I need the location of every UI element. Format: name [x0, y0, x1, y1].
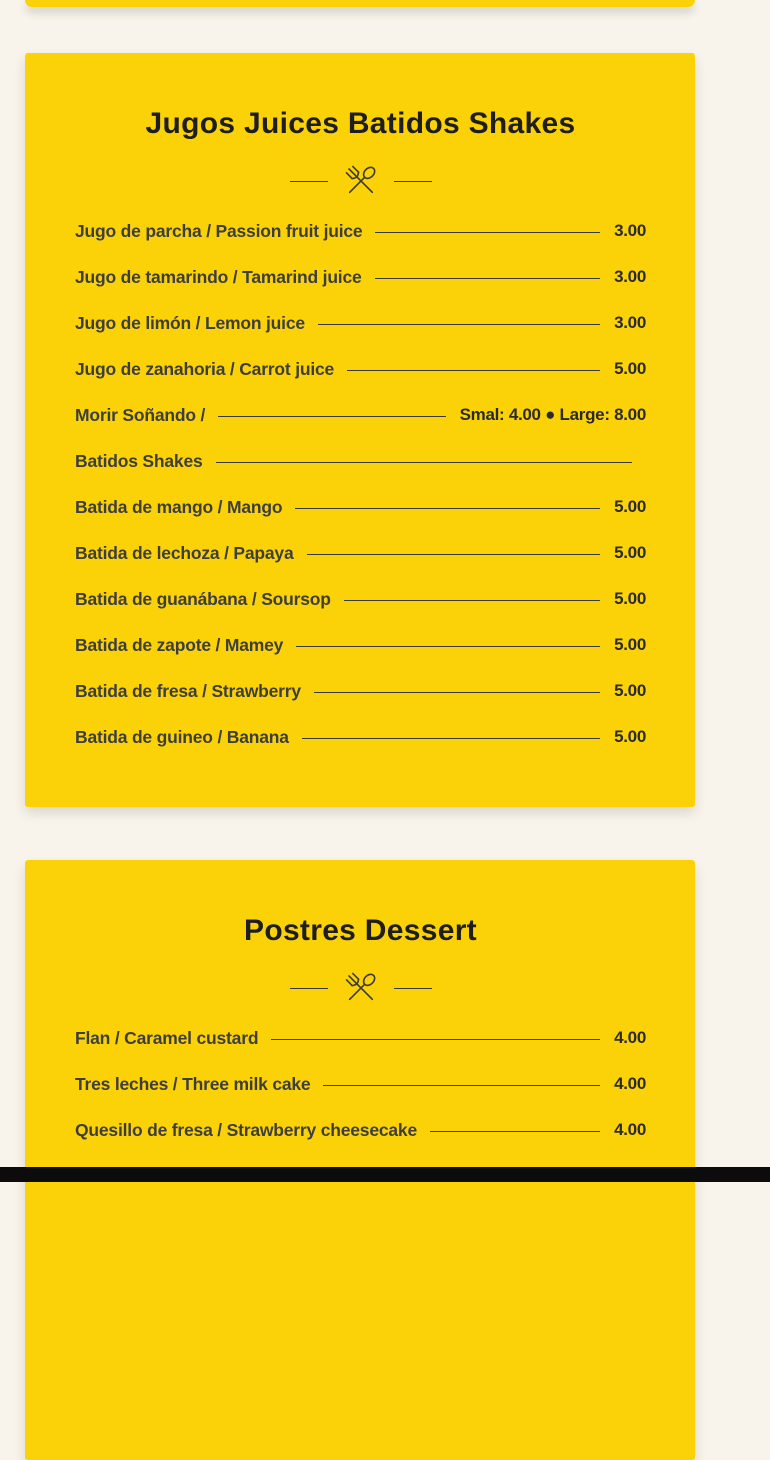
item-price: 4.00 — [614, 1074, 646, 1093]
leader-line — [375, 278, 601, 279]
divider-left-line — [290, 988, 328, 989]
crossed-fork-spoon-icon — [339, 966, 383, 1010]
menu-item-row — [75, 346, 646, 392]
menu-item-row — [75, 530, 646, 576]
item-name: Batida de lechoza / Papaya — [75, 542, 294, 563]
leader-line — [307, 554, 601, 555]
menu-item-row — [75, 622, 646, 668]
subsection-name: Batidos Shakes — [75, 450, 203, 471]
menu-item-row — [75, 1061, 646, 1107]
leader-line — [218, 416, 445, 417]
menu-items-list — [75, 208, 646, 760]
item-name: Batida de fresa / Strawberry — [75, 680, 301, 701]
menu-card-desserts — [25, 860, 695, 1460]
leader-line — [296, 646, 600, 647]
menu-card-juices — [25, 53, 695, 807]
item-name: Jugo de parcha / Passion fruit juice — [75, 220, 363, 241]
item-name: Flan / Caramel custard — [75, 1027, 259, 1048]
item-name: Batida de zapote / Mamey — [75, 634, 284, 655]
item-price: 3.00 — [614, 313, 646, 332]
item-price: Smal: 4.00 ● Large: 8.00 — [459, 405, 646, 424]
menu-item-row — [75, 668, 646, 714]
item-name: Tres leches / Three milk cake — [75, 1073, 311, 1094]
menu-item-row — [75, 1015, 646, 1061]
menu-item-row — [75, 208, 646, 254]
leader-line — [318, 324, 600, 325]
divider-right-line — [394, 988, 432, 989]
menu-item-row — [75, 484, 646, 530]
section-divider — [75, 966, 646, 1010]
item-price: 5.00 — [614, 359, 646, 378]
previous-card-bottom-edge — [25, 0, 695, 7]
section-title-desserts: Postres Dessert — [244, 914, 477, 947]
leader-line — [344, 600, 600, 601]
menu-subsection-row — [75, 438, 646, 484]
leader-line — [216, 462, 632, 463]
leader-line — [302, 738, 600, 739]
section-title-juices: Jugos Juices Batidos Shakes — [145, 107, 576, 140]
section-divider — [75, 159, 646, 203]
item-name: Jugo de zanahoria / Carrot juice — [75, 358, 335, 379]
bottom-black-bar — [0, 1167, 770, 1182]
leader-line — [430, 1131, 600, 1132]
item-name: Jugo de limón / Lemon juice — [75, 312, 305, 333]
item-price: 3.00 — [614, 221, 646, 240]
leader-line — [375, 232, 600, 233]
item-price: 5.00 — [614, 681, 646, 700]
menu-item-row — [75, 1107, 646, 1153]
item-price: 3.00 — [614, 267, 646, 286]
item-name: Batida de guineo / Banana — [75, 726, 289, 747]
menu-item-row — [75, 576, 646, 622]
divider-right-line — [394, 181, 432, 182]
item-name: Batida de guanábana / Soursop — [75, 588, 331, 609]
menu-item-row — [75, 300, 646, 346]
menu-item-row — [75, 714, 646, 760]
item-price: 5.00 — [614, 727, 646, 746]
leader-line — [314, 692, 600, 693]
item-price: 5.00 — [614, 589, 646, 608]
crossed-fork-spoon-icon — [339, 159, 383, 203]
item-price: 4.00 — [614, 1028, 646, 1047]
item-name: Batida de mango / Mango — [75, 496, 283, 517]
menu-item-row — [75, 254, 646, 300]
item-price: 5.00 — [614, 635, 646, 654]
leader-line — [347, 370, 600, 371]
item-name: Jugo de tamarindo / Tamarind juice — [75, 266, 362, 287]
divider-left-line — [290, 181, 328, 182]
item-name: Morir Soñando / — [75, 404, 206, 425]
leader-line — [295, 508, 600, 509]
leader-line — [271, 1039, 600, 1040]
leader-line — [323, 1085, 600, 1086]
item-price: 5.00 — [614, 497, 646, 516]
item-price: 5.00 — [614, 543, 646, 562]
item-name: Quesillo de fresa / Strawberry cheesecake — [75, 1119, 417, 1140]
item-price: 4.00 — [614, 1120, 646, 1139]
menu-item-row — [75, 392, 646, 438]
